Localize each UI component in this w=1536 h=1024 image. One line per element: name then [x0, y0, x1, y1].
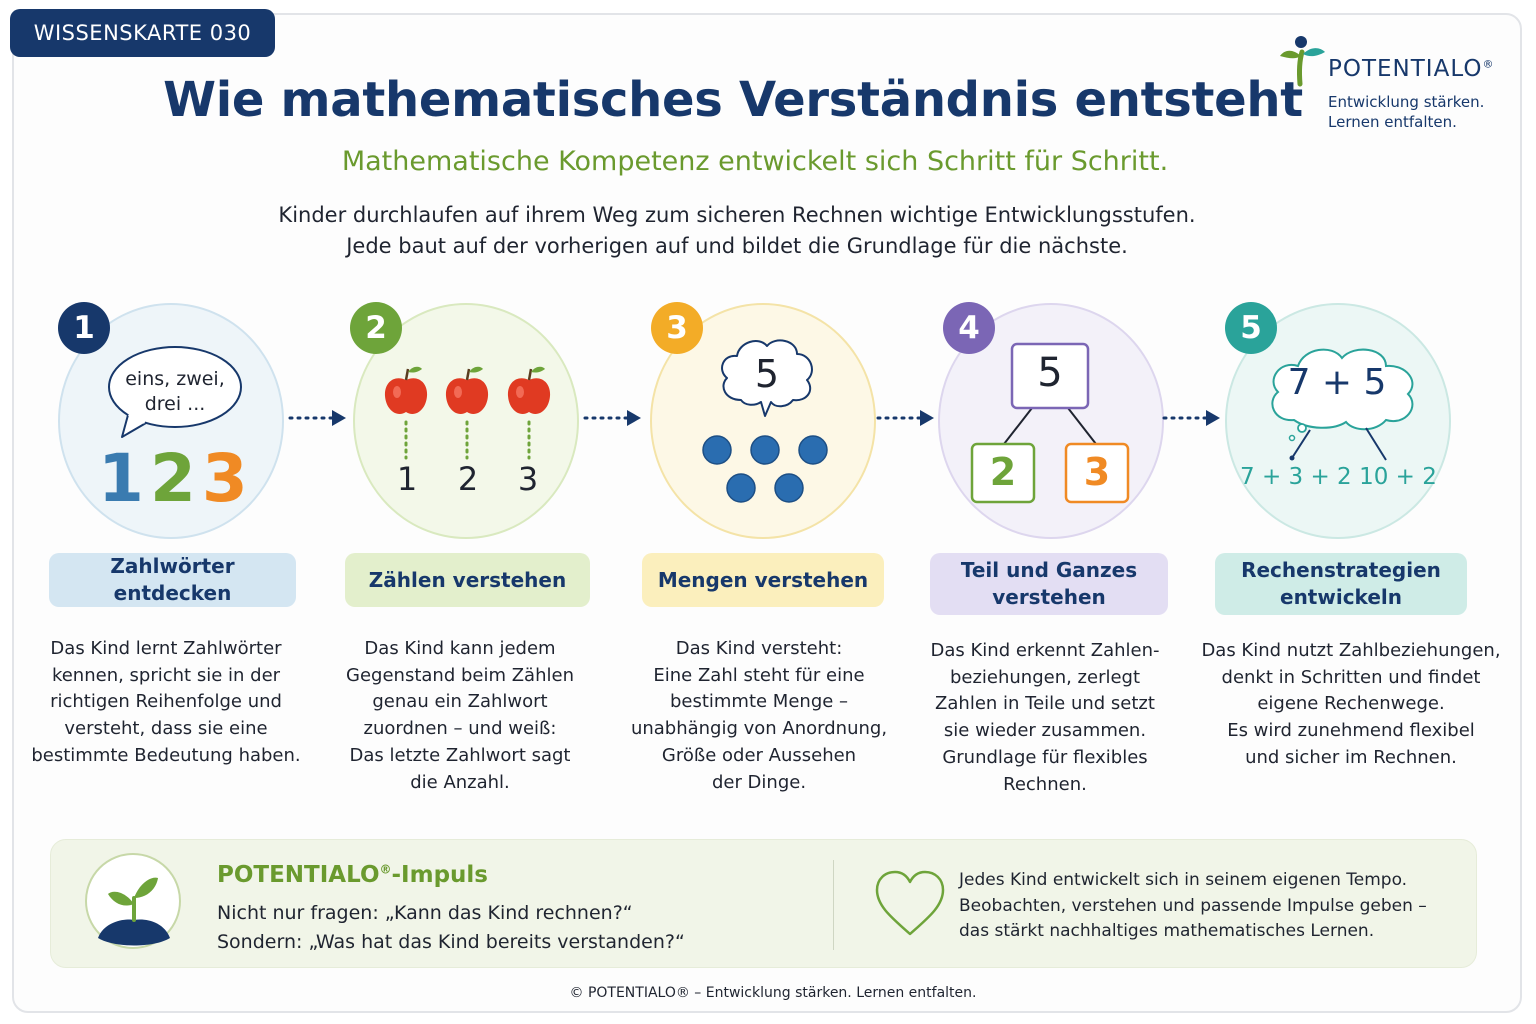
intro-text: Kinder durchlaufen auf ihrem Weg zum sicheren Rechnen wichtige Entwicklungsstufen. Jede baut auf der vorherigen auf und bildet die Grundlage für die nächste. — [278, 203, 1196, 258]
step-1-description: Das Kind lernt Zahlwörter kennen, spricht sie in der richtigen Reihenfolge und versteht, dass sie eine bestimmte Bedeutung haben. — [31, 638, 301, 766]
whole-number: 5 — [1037, 350, 1063, 396]
footer-copyright: © POTENTIALO® – Entwicklung stärken. Lernen entfalten. — [569, 985, 977, 1001]
cloud-equation: 7 + 5 — [1287, 362, 1387, 403]
impulse-title: POTENTIALO®-Impuls — [217, 862, 488, 888]
step-1-label: Zahlwörter entdecken — [49, 553, 296, 607]
part-number-a: 2 — [989, 450, 1017, 494]
arrow-right-icon — [288, 408, 348, 428]
step-2-description: Das Kind kann jedem Gegenstand beim Zählen genau ein Zahlwort zuordnen – und weiß: Das letzte Zahlwort sagt die Anzahl. — [346, 638, 574, 793]
step-5-label: Rechenstrategien entwickeln — [1215, 553, 1467, 615]
step-4-number: 4 — [943, 302, 995, 354]
number-digits: 123 — [98, 440, 254, 517]
step-2-label: Zählen verstehen — [345, 553, 590, 607]
count-number: 1 — [396, 460, 418, 498]
step-3-number: 3 — [651, 302, 703, 354]
impulse-right-line-3: das stärkt nachhaltiges mathematisches Lernen. — [959, 921, 1375, 941]
apple-icon — [446, 367, 488, 414]
logo-wordmark: POTENTIALO® — [1328, 56, 1495, 82]
count-number: 2 — [457, 460, 479, 498]
part-number-b: 3 — [1083, 450, 1111, 494]
step-3-description: Das Kind versteht: Eine Zahl steht für eine bestimmte Menge – unabhängig von Anordnung, Größe oder Aussehen der Dinge. — [630, 638, 888, 793]
cloud-number: 5 — [754, 352, 780, 396]
heart-icon — [874, 868, 946, 940]
step-2-number: 2 — [350, 302, 402, 354]
impulse-line-2: Sondern: „Was hat das Kind bereits verstanden?“ — [217, 931, 685, 953]
impulse-right-line-1: Jedes Kind entwickelt sich in seinem eigenen Tempo. — [959, 870, 1408, 890]
apple-icon — [508, 367, 550, 414]
logo-tagline: Entwicklung stärken. Lernen entfalten. — [1328, 93, 1485, 131]
strategy-a: 7 + 3 + 2 — [1240, 464, 1352, 490]
dot-set — [700, 432, 830, 506]
step-5-number: 5 — [1225, 302, 1277, 354]
page-subtitle: Mathematische Kompetenz entwickelt sich Schritt für Schritt. — [341, 146, 1169, 177]
step-4-label: Teil und Ganzes verstehen — [930, 553, 1168, 615]
seedling-icon — [84, 852, 184, 952]
impulse-right-line-2: Beobachten, verstehen und passende Impulse geben – — [959, 896, 1427, 916]
step-1-number: 1 — [58, 302, 110, 354]
step-4-description: Das Kind erkennt Zahlen- beziehungen, zerlegt Zahlen in Teile und setzt sie wieder zusammen. Grundlage für flexibles Rechnen. — [930, 640, 1160, 795]
page-title: Wie mathematisches Verständnis entsteht — [163, 72, 1303, 128]
arrow-right-icon — [583, 408, 643, 428]
impulse-divider — [833, 860, 834, 950]
step-5-description: Das Kind nutzt Zahlbeziehungen, denkt in Schritten und findet eigene Rechenwege. Es wird zunehmend flexibel und sicher im Rechnen. — [1201, 640, 1501, 768]
impulse-line-1: Nicht nur fragen: „Kann das Kind rechnen?“ — [217, 902, 633, 924]
arrow-right-icon — [876, 408, 936, 428]
apple-icon — [385, 367, 427, 414]
speech-bubble-text: eins, zwei, drei ... — [125, 368, 225, 415]
count-number: 3 — [517, 460, 539, 498]
step-3-label: Mengen verstehen — [642, 553, 884, 607]
card-badge: WISSENSKARTE 030 — [10, 9, 275, 57]
strategy-b: 10 + 2 — [1359, 464, 1437, 490]
arrow-right-icon — [1162, 408, 1222, 428]
